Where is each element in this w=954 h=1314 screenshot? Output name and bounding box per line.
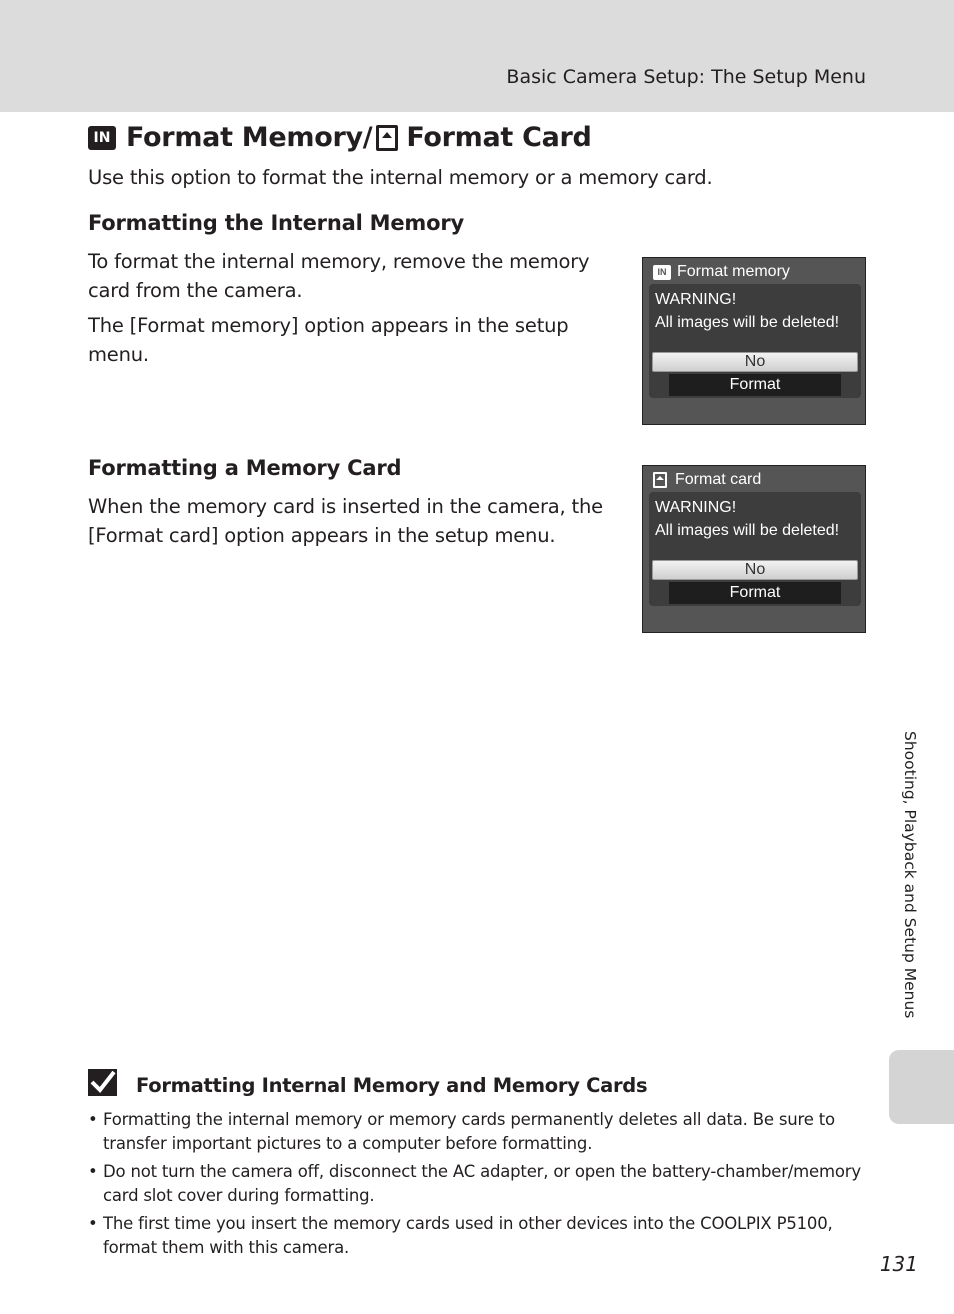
- option-no[interactable]: No: [652, 352, 858, 372]
- screen-title-text: Format memory: [677, 263, 790, 280]
- internal-memory-icon: IN: [653, 265, 671, 280]
- format-memory-screen: [642, 257, 866, 425]
- memory-card-icon: [376, 125, 398, 151]
- section-2-paragraph-1: When the memory card is inserted in the camera, the [Format card] option appears in the setup menu.: [88, 495, 603, 547]
- warning-label: WARNING!: [655, 291, 737, 308]
- option-no[interactable]: No: [652, 560, 858, 580]
- option-format[interactable]: Format: [669, 582, 841, 604]
- title-part-1: Format Memory/: [126, 122, 373, 153]
- screen-title: [653, 471, 761, 489]
- page-title: [88, 122, 592, 153]
- intro-text: Use this option to format the internal memory or a memory card.: [88, 166, 713, 189]
- section-heading-memory-card: Formatting a Memory Card: [88, 456, 402, 480]
- warning-panel: [649, 284, 861, 398]
- section-1-paragraph-1: To format the internal memory, remove the memory card from the camera.: [88, 250, 590, 302]
- list-item: • Formatting the internal memory or memory cards permanently deletes all data. Be sure to transfer important pictures to a computer before formatting.: [88, 1108, 868, 1156]
- header-band: [0, 0, 954, 112]
- checkmark-icon: [88, 1069, 117, 1096]
- list-item: • Do not turn the camera off, disconnect the AC adapter, or open the battery-chamber/memory card slot cover during formatting.: [88, 1160, 868, 1208]
- section-1-paragraph-2: The [Format memory] option appears in the setup menu.: [88, 314, 569, 366]
- title-part-2: Format Card: [406, 122, 592, 153]
- screen-title: [653, 263, 790, 281]
- warning-text: [655, 496, 839, 542]
- warning-panel: [649, 492, 861, 606]
- warning-label: WARNING!: [655, 499, 737, 516]
- list-item: • The first time you insert the memory cards used in other devices into the COOLPIX P5100, format them with this camera.: [88, 1212, 868, 1260]
- running-head: Basic Camera Setup: The Setup Menu: [506, 66, 866, 88]
- warning-text: [655, 288, 839, 334]
- page-number: 131: [879, 1252, 918, 1276]
- screen-title-text: Format card: [675, 471, 762, 488]
- format-card-screen: [642, 465, 866, 633]
- memory-card-icon: [653, 472, 667, 488]
- warning-message: All images will be deleted!: [655, 314, 840, 331]
- note-bullets: [88, 1108, 868, 1264]
- side-tab-label: Shooting, Playback and Setup Menus: [901, 731, 919, 1019]
- warning-message: All images will be deleted!: [655, 522, 840, 539]
- section-heading-internal-memory: Formatting the Internal Memory: [88, 211, 464, 235]
- side-tab: [889, 1050, 954, 1124]
- option-format[interactable]: Format: [669, 374, 841, 396]
- internal-memory-icon: IN: [88, 126, 116, 150]
- note-title: Formatting Internal Memory and Memory Cards: [136, 1074, 648, 1097]
